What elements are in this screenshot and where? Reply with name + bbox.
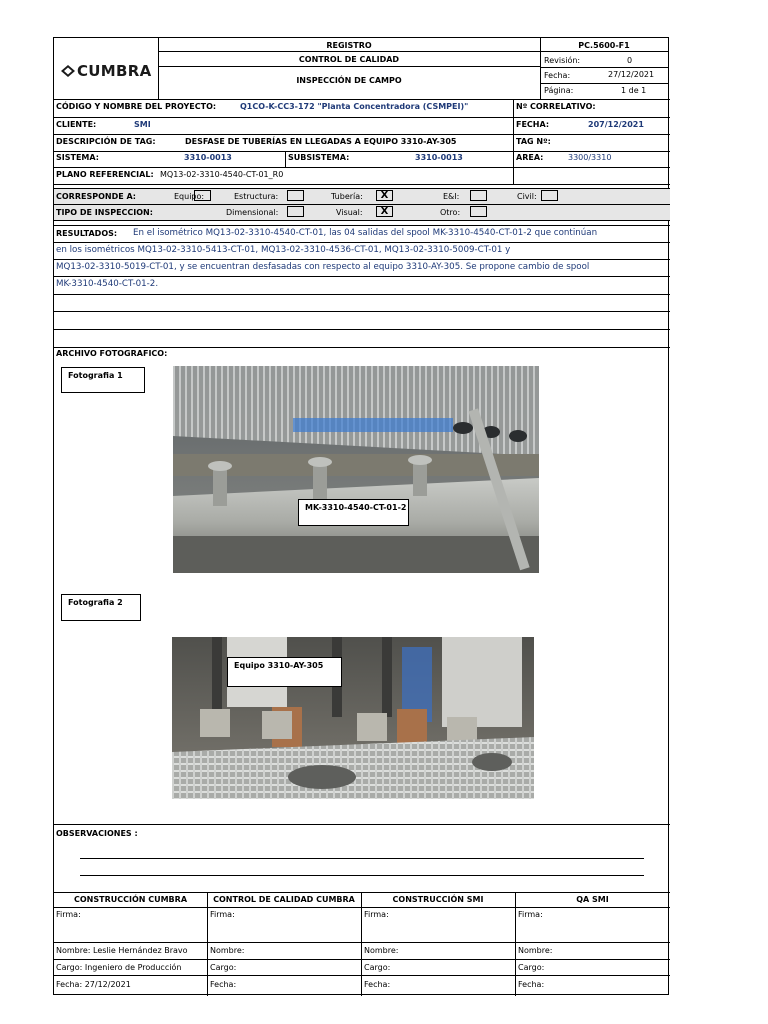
form-code: PC.5600-F1 — [578, 41, 630, 50]
corresponde-ei-label: E&I: — [443, 192, 460, 201]
photo-2 — [172, 637, 534, 799]
sig-firma-2[interactable]: Firma: — [210, 910, 235, 919]
corresponde-tuberia-label: Tubería: — [331, 192, 363, 201]
correlativo-label: Nº CORRELATIVO: — [516, 102, 596, 111]
inspeccion-title: INSPECCIÓN DE CAMPO — [296, 76, 402, 85]
corresponde-civil-label: Civil: — [517, 192, 537, 201]
control-title: CONTROL DE CALIDAD — [298, 55, 400, 64]
sistema-label: SISTEMA: — [56, 153, 99, 162]
sig-firma-4[interactable]: Firma: — [518, 910, 543, 919]
sig-firma-1[interactable]: Firma: — [56, 910, 81, 919]
sig-nombre-4[interactable]: Nombre: — [518, 946, 553, 955]
dimensional-checkbox[interactable] — [287, 206, 304, 217]
revision-value: 0 — [627, 56, 633, 65]
ei-checkbox[interactable] — [470, 190, 487, 201]
company-logo — [58, 63, 158, 79]
sig-cargo-3[interactable]: Cargo: — [364, 963, 391, 972]
sig-header-calidad-cumbra: CONTROL DE CALIDAD CUMBRA — [213, 895, 355, 904]
logo-text: CUMBRA — [77, 62, 152, 80]
subsistema-label: SUBSISTEMA: — [288, 153, 350, 162]
header-fecha-value: 27/12/2021 — [608, 70, 655, 79]
fecha-label: FECHA: — [516, 120, 550, 129]
visual-checkbox[interactable]: X — [376, 206, 393, 217]
civil-checkbox[interactable] — [541, 190, 558, 201]
tipo-otro-label: Otro: — [440, 208, 461, 217]
inspection-form — [53, 37, 669, 995]
cliente-label: CLIENTE: — [56, 120, 97, 129]
corresponde-estructura-label: Estructura: — [234, 192, 279, 201]
registro-title: REGISTRO — [326, 41, 372, 50]
sig-cargo-1[interactable]: Cargo: Ingeniero de Producción — [56, 963, 182, 972]
subsistema-value: 3310-0013 — [415, 153, 463, 162]
tuberia-checkbox[interactable]: X — [376, 190, 393, 201]
equipo-checkbox[interactable] — [194, 190, 211, 201]
archivo-label: ARCHIVO FOTOGRAFICO: — [56, 349, 168, 358]
foto2-label: Fotografia 2 — [61, 594, 141, 621]
plano-value: MQ13-02-3310-4540-CT-01_R0 — [160, 170, 284, 179]
photo-1 — [173, 366, 539, 573]
area-label: AREA: — [516, 153, 544, 162]
sig-header-construccion-smi: CONSTRUCCIÓN SMI — [392, 895, 484, 904]
sig-fecha-4[interactable]: Fecha: — [518, 980, 545, 989]
estructura-checkbox[interactable] — [287, 190, 304, 201]
plano-label: PLANO REFERENCIAL: — [56, 170, 154, 179]
pagina-value: 1 de 1 — [621, 86, 647, 95]
tipo-visual-label: Visual: — [336, 208, 363, 217]
sig-header-qa-smi: QA SMI — [576, 895, 609, 904]
sig-cargo-2[interactable]: Cargo: — [210, 963, 237, 972]
foto1-label: Fotografia 1 — [61, 367, 145, 393]
corresponde-label: CORRESPONDE A: — [56, 192, 137, 201]
header-fecha-label: Fecha: — [544, 71, 571, 80]
sig-header-construccion-cumbra: CONSTRUCCIÓN CUMBRA — [73, 895, 188, 904]
sig-nombre-2[interactable]: Nombre: — [210, 946, 245, 955]
tag-label: TAG Nº: — [516, 137, 551, 146]
sig-firma-3[interactable]: Firma: — [364, 910, 389, 919]
area-value: 3300/3310 — [568, 153, 612, 162]
foto1-caption: MK-3310-4540-CT-01-2 — [298, 499, 409, 526]
sig-nombre-3[interactable]: Nombre: — [364, 946, 399, 955]
otro-checkbox[interactable] — [470, 206, 487, 217]
sig-fecha-3[interactable]: Fecha: — [364, 980, 391, 989]
observaciones-line-2[interactable] — [80, 875, 644, 876]
descripcion-value: DESFASE DE TUBERÍAS EN LLEGADAS A EQUIPO 3310-AY-305 — [185, 137, 457, 146]
resultados-line-4: MK-3310-4540-CT-01-2. — [56, 279, 159, 289]
resultados-line-1: En el isométrico MQ13-02-3310-4540-CT-01, las 04 salidas del spool MK-3310-4540-CT-01-2 que continúan — [133, 228, 598, 238]
photo-1-image — [173, 366, 539, 573]
descripcion-label: DESCRIPCIÓN DE TAG: — [56, 137, 156, 146]
corresponde-equipo-label: Equipo: — [174, 192, 205, 201]
foto2-caption: Equipo 3310-AY-305 — [227, 657, 342, 687]
cliente-value: SMI — [134, 120, 151, 129]
sig-fecha-1[interactable]: Fecha: 27/12/2021 — [56, 980, 131, 989]
observaciones-label: OBSERVACIONES : — [56, 829, 138, 838]
tipo-label: TIPO DE INSPECCION: — [56, 208, 153, 217]
revision-label: Revisión: — [544, 56, 581, 65]
observaciones-line-1[interactable] — [80, 858, 644, 859]
codigo-label: CÓDIGO Y NOMBRE DEL PROYECTO: — [56, 102, 217, 111]
resultados-line-3: MQ13-02-3310-5019-CT-01, y se encuentran desfasadas con respecto al equipo 3310-AY-305. Se propone cambio de spool — [56, 262, 590, 272]
fecha-value: 207/12/2021 — [588, 120, 644, 129]
sig-nombre-1[interactable]: Nombre: Leslie Hernández Bravo — [56, 946, 188, 955]
sistema-value: 3310-0013 — [184, 153, 232, 162]
resultados-label: RESULTADOS: — [56, 229, 118, 238]
sig-fecha-2[interactable]: Fecha: — [210, 980, 237, 989]
sig-cargo-4[interactable]: Cargo: — [518, 963, 545, 972]
tipo-dimensional-label: Dimensional: — [226, 208, 279, 217]
resultados-line-2: en los isométricos MQ13-02-3310-5413-CT-01, MQ13-02-3310-4536-CT-01, MQ13-02-3310-5009-CT-01 y — [56, 245, 511, 255]
logo-mark-icon — [60, 64, 76, 78]
codigo-value: Q1CO-K-CC3-172 "Planta Concentradora (CSMPEI)" — [240, 102, 469, 111]
pagina-label: Página: — [544, 86, 574, 95]
